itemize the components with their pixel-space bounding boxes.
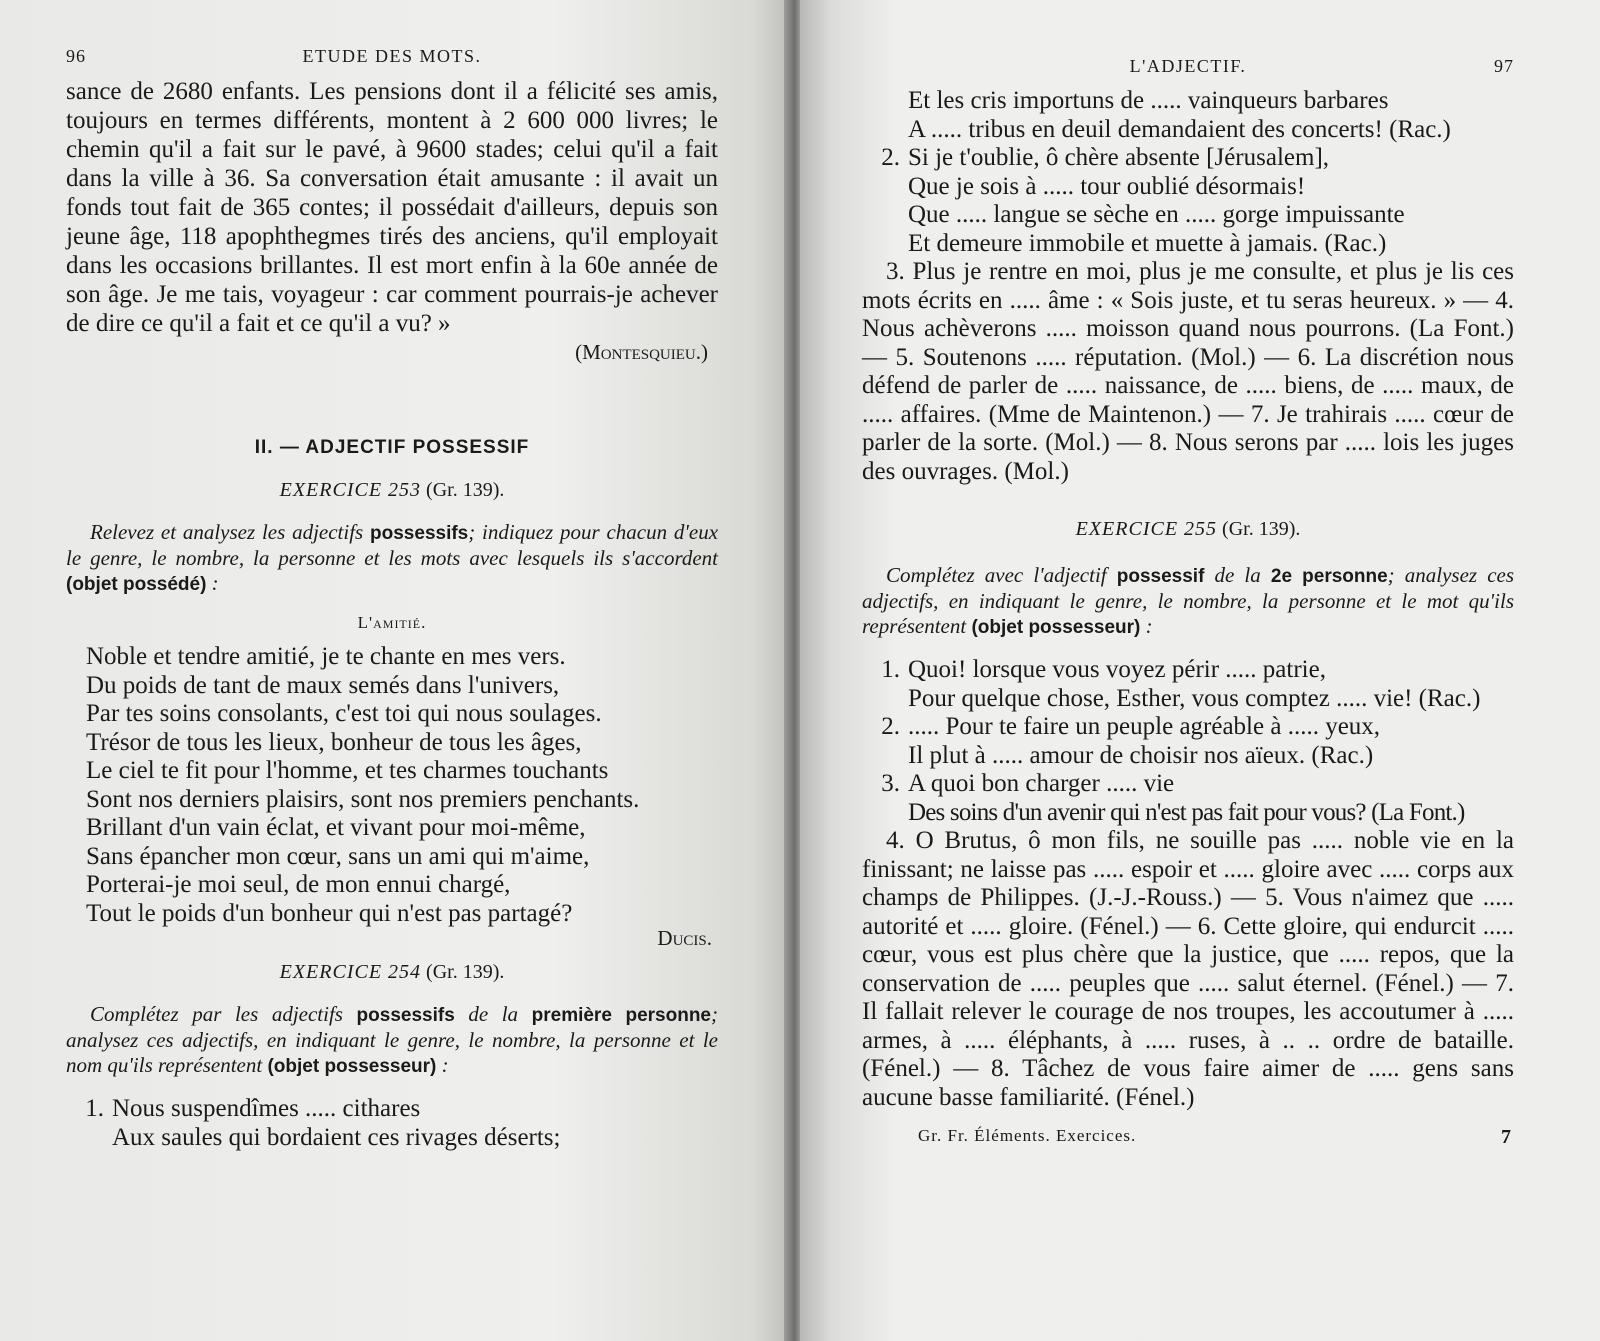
item-line: Et demeure immobile et muette à jamais. (Rac.) [908,229,1387,257]
item-number: 3. [881,770,900,797]
intro-paragraph [66,77,718,338]
item-line: Des soins d'un avenir qui n'est pas fait pour vous? (La Font.) [908,798,1465,826]
instr-bold: première personne [531,1005,711,1026]
continuation-line: Et les cris importuns de ..... vainqueurs barbares [908,87,1389,114]
poem-line: Noble et tendre amitié, je te chante en mes vers. [86,643,566,670]
instr-bold: possessifs [370,523,469,544]
exercise-254-title [66,961,718,984]
poem-line: Tout le poids d'un bonheur qui n'est pas partagé? [86,899,573,927]
item-line: Si je t'oublie, ô chère absente [Jérusalem], [908,144,1330,171]
instr-text: : [206,571,219,595]
exercise-label: EXERCICE 254 [279,961,422,983]
intro-text: sance de 2680 enfants. Les pensions dont il a félicité ses amis, toujours en termes différents, montent à 2 600 000 livres; le chemin qu'il a fait sur le pavé, à 9600 stades; celui qu'il a fait dans la ville à 36. Sa conversation était amusante : il avait un fonds tout fait de 365 contes; il possédait d'ailleurs, depuis son jeune âge, 118 apophthegmes tirés des anciens, qu'il employait dans les occasions brillantes. Il est mort enfin à la 60e année de son âge. Je me tais, voyageur : car comment pourrais-je achever de dire ce qu'il a fait et ce qu'il a vu? » [66,78,718,337]
instr-bold: (objet possesseur) [971,617,1141,638]
poem-line: Par tes soins consolants, c'est toi qui nous soulages. [86,700,602,727]
exercise-254-instructions [66,1002,718,1079]
poem-author: Ducis. [657,926,712,950]
instr-bold: (objet possédé) [66,574,207,595]
item-line: Que ..... langue se sèche en ..... gorge impuissante [908,201,1405,228]
poem-line: Le ciel te fit pour l'homme, et tes charmes touchants [86,757,609,784]
item-number: 2. [881,144,900,171]
exercise-253-title [66,479,718,502]
exercise-253-instructions [66,520,718,597]
poem-line: Sont nos derniers plaisirs, sont nos premiers penchants. [86,785,640,813]
exercise-ref: (Gr. 139). [426,961,505,983]
exercise-ref: (Gr. 139). [1222,518,1301,540]
item-line: Il plut à ..... amour de choisir nos aïeux. (Rac.) [908,741,1374,769]
poem-title: L'amitié. [357,613,427,632]
item-number: 1. [85,1095,104,1122]
instr-text: ; analysez ces adjectifs, en indiquant le genre, le nombre, la personne et le mot qu'ils représentent [862,563,1515,638]
instr-text: ; indiquez pour chacun d'eux le genre, le nombre, la personne et les mots avec lesquels ils s'accordent [66,520,719,570]
section-title: II. — ADJECTIF POSSESSIF [254,437,530,458]
paragraph-text: 4. O Brutus, ô mon fils, ne souille pas ..... noble vie en la finissant; ne laisse pas ..... espoir et ..... gloire avec ..... corps aux champs de Philippes. (J.-J.-Rouss.) — 5. Vous n'aimez que ..... autorité et ..... gloire. (Fénel.) — 6. Cette gloire, qui endurcit ..... cœur, vous est plus chère que la justice, que ..... repos, que la conservation de ..... peuples que ..... salut éternel. (Fénel.) — 7. Il fallait relever le courage de nos troupes, les accoutumer à ..... armes, à ..... éléphants, à ..... ruses, à .. .. ordre de bataille. (Fénel.) — 8. Tâchez de vous faire aimer de ..... gens sans aucune basse familiarité. (Fénel.) [862,827,1514,1111]
exercise-255-title [862,518,1514,541]
item-number: 1. [881,656,900,683]
continuation-line: A ..... tribus en deuil demandaient des concerts! (Rac.) [908,115,1451,143]
instr-bold: possessif [1116,566,1205,587]
intro-attribution: (Montesquieu.) [575,340,708,364]
left-header [66,46,718,67]
item-line: ..... Pour te faire un peuple agréable à ..... yeux, [908,713,1381,740]
page-number: 96 [66,46,86,66]
right-page [800,0,1600,1341]
exercise-254-item-1 [66,1095,718,1124]
instr-text: Complétez par les adjectifs [90,1002,343,1026]
left-page [0,0,792,1341]
item-2 [862,144,1514,173]
instr-text: ; analysez ces adjectifs, en indiquant le genre, le nombre, la personne et le nom qu'ils représentent [66,1002,718,1077]
instr-bold: (objet possesseur) [267,1056,437,1077]
item-line: Pour quelque chose, Esther, vous comptez ..... vie! (Rac.) [908,684,1481,712]
poem-line: Porterai-je moi seul, de mon ennui chargé, [86,871,511,898]
signature-mark: 7 [1501,1126,1512,1148]
item-line: Nous suspendîmes ..... cithares [112,1095,421,1122]
instr-text: de la [454,1002,519,1026]
footer-text: Gr. Fr. Éléments. Exercices. [918,1126,1137,1145]
paragraph-4-8 [862,827,1514,1112]
item-line: Quoi! lorsque vous voyez périr ..... patrie, [908,656,1326,683]
right-header [862,56,1514,77]
instr-bold: 2e personne [1270,566,1388,587]
instr-text: : [436,1053,449,1077]
instr-text: de la [1204,563,1271,587]
running-title: ETUDE DES MOTS. [302,46,482,66]
exercise-ref: (Gr. 139). [426,479,505,501]
item-line: A quoi bon charger ..... vie [908,770,1175,797]
exercise-label: EXERCICE 253 [279,479,422,501]
item-line: Aux saules qui bordaient ces rivages déserts; [112,1123,561,1151]
page-number: 97 [1494,56,1514,76]
poem-line: Du poids de tant de maux semés dans l'univers, [86,671,560,699]
instr-text: Relevez et analysez les adjectifs [90,520,364,544]
exercise-label: EXERCICE 255 [1075,518,1218,540]
page-footer [918,1126,1514,1149]
running-title: L'ADJECTIF. [1129,56,1247,76]
instr-text: Complétez avec l'adjectif [886,563,1107,587]
paragraph-text: 3. Plus je rentre en moi, plus je me consulte, et plus je lis ces mots écrits en ..... âme : « Sois juste, et tu seras heureux. » — 4. Nous achèverons ..... moisson quand nous pourrons. (La Font.) — 5. Soutenons ..... réputation. (Mol.) — 6. La discrétion nous défend de parler de ..... naissance, de ..... biens, de ..... maux, de ..... affaires. (Mme de Maintenon.) — 7. Je trahirais ..... cœur de parler de la sorte. (Mol.) — 8. Nous serons par ..... lois les juges des ouvrages. (Mol.) [862,258,1514,485]
exercise-255-instructions [862,563,1514,640]
poem-line: Brillant d'un vain éclat, et vivant pour moi-même, [86,814,586,841]
instr-text: : [1140,614,1153,638]
item-line: Que je sois à ..... tour oublié désormais! [908,172,1306,200]
paragraph-3-8 [862,258,1514,486]
item-number: 2. [881,713,900,740]
poem-line: Trésor de tous les lieux, bonheur de tous les âges, [86,728,582,756]
instr-bold: possessifs [356,1005,455,1026]
exercise-255-item-1 [862,656,1514,685]
poem-line: Sans épancher mon cœur, sans un ami qui m'aime, [86,842,590,870]
exercise-255-item-2 [862,713,1514,742]
exercise-255-item-3 [862,770,1514,799]
poem [86,643,718,928]
